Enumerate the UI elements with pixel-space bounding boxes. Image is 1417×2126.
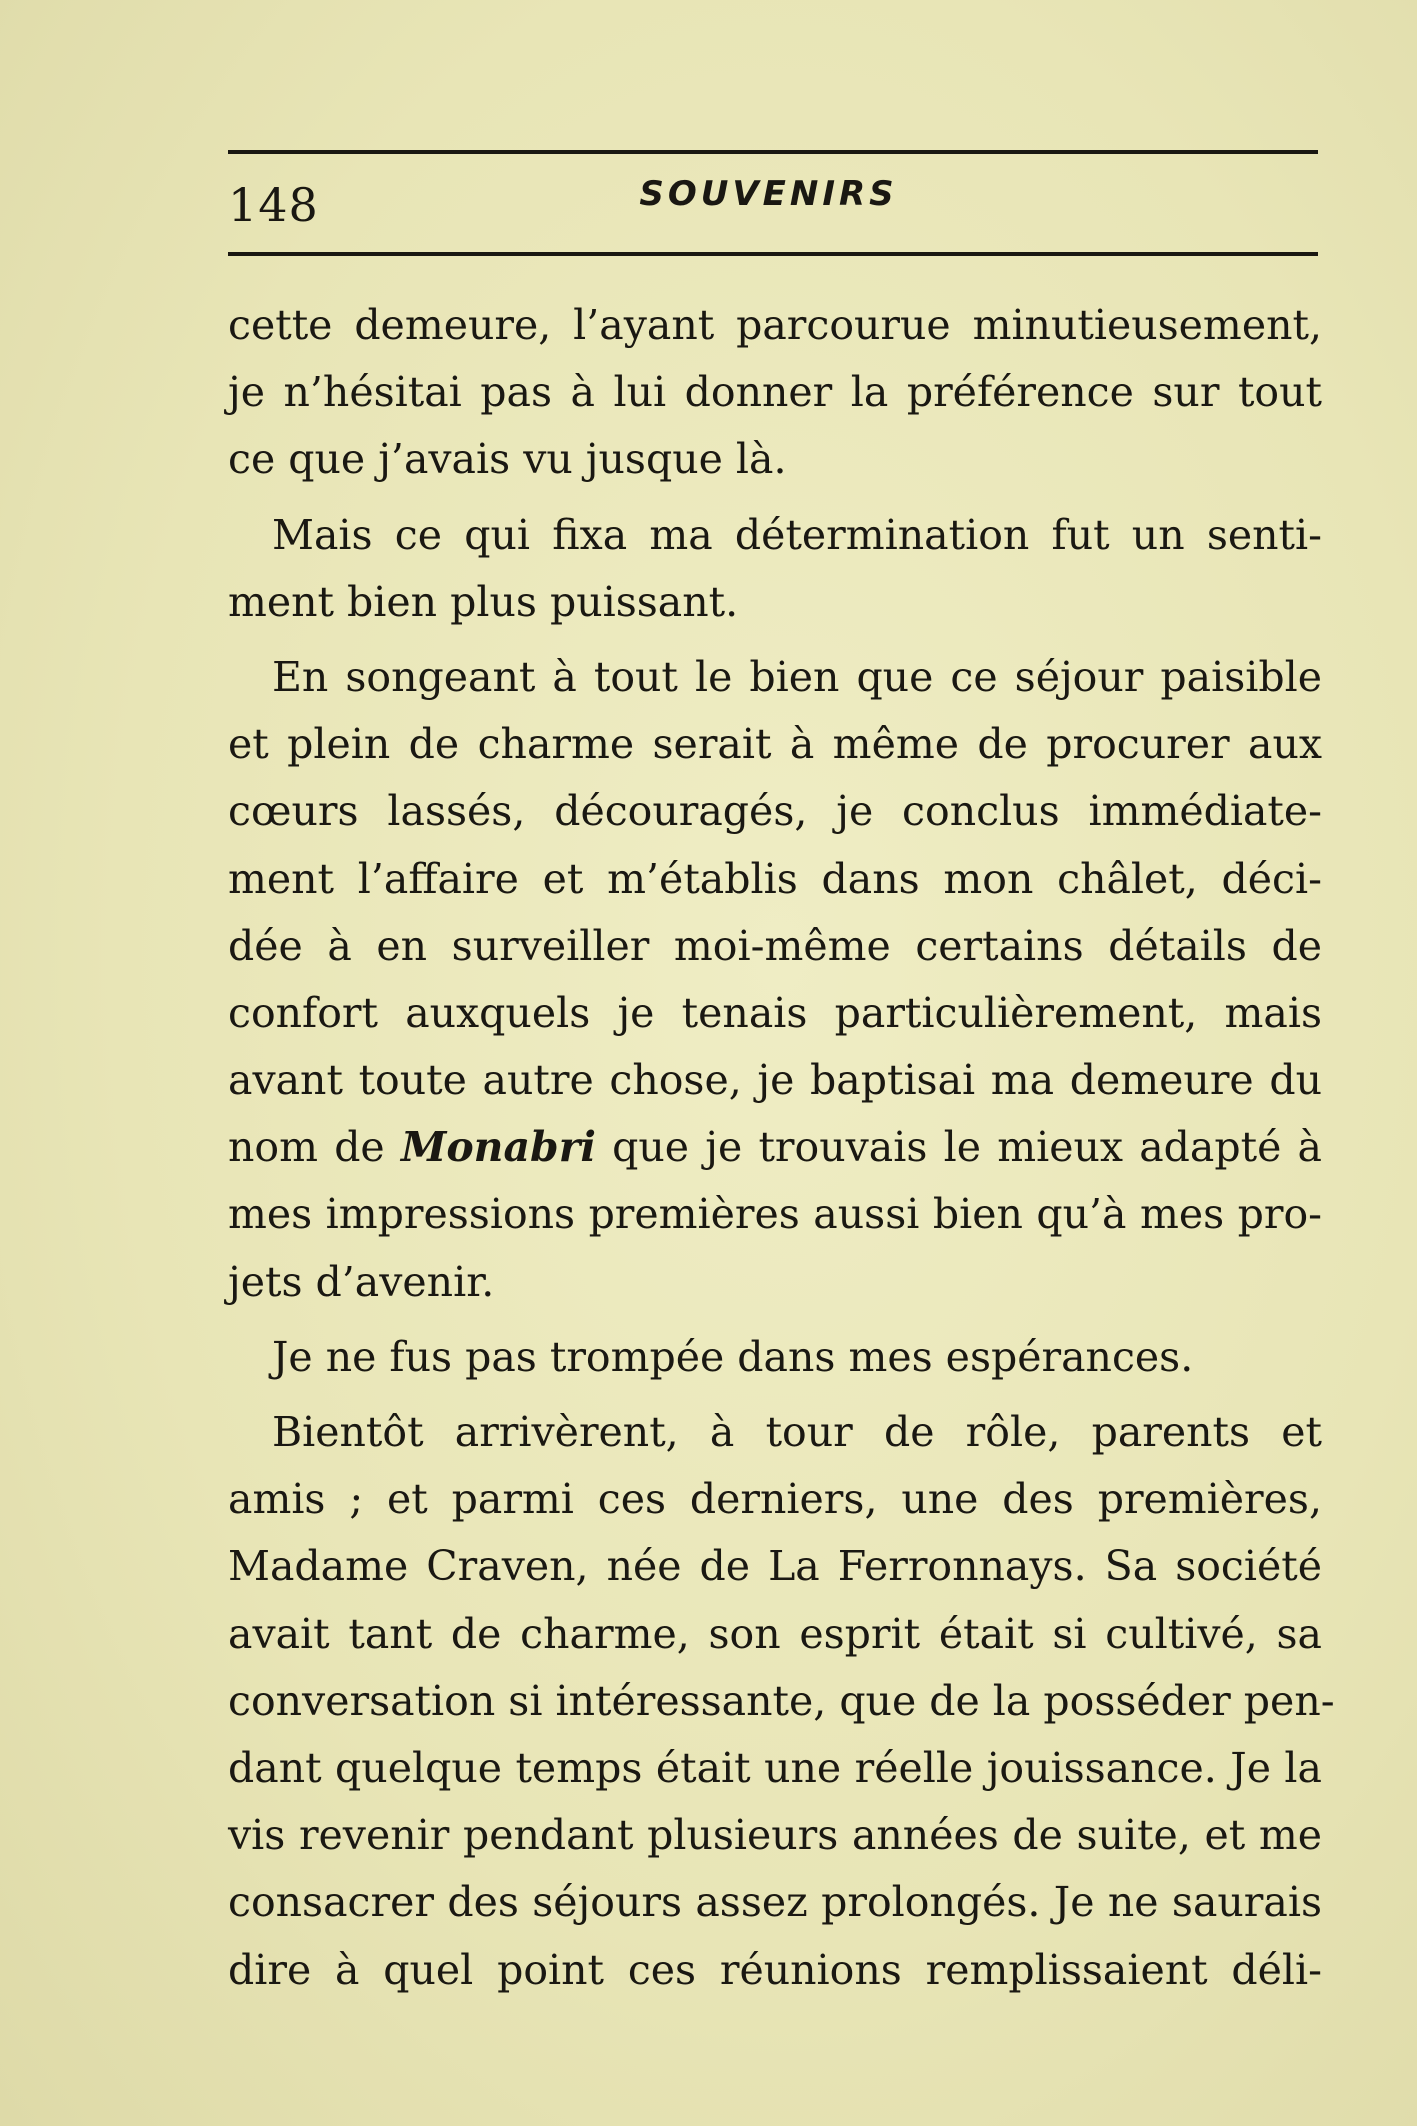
running-title: SOUVENIRS [639,174,898,214]
text-line: dée à en surveiller moi-même certains détails de [228,921,1322,970]
text-line: dant quelque temps était une réelle jouissance. Je la [228,1743,1322,1792]
text-line: amis ; et parmi ces derniers, une des premières, [228,1475,1322,1524]
page-number: 148 [228,178,319,232]
text-line: cette demeure, l’ayant parcourue minutieusement, [228,301,1322,349]
text-line: je n’hésitai pas à lui donner la préférence sur tout [228,368,1322,417]
text-line: et plein de charme serait à même de procurer aux [228,720,1322,769]
text-fragment: nom de [228,1123,401,1172]
text-line: ce que j’avais vu jusque là. [228,435,787,484]
text-line: avant toute autre chose, je baptisai ma demeure du [228,1056,1322,1105]
text-line: Madame Craven, née de La Ferronnays. Sa société [228,1542,1322,1591]
text-line: conversation si intéressante, que de la posséder pen- [228,1676,1335,1725]
text-line: Bientôt arrivèrent, à tour de rôle, parents et [272,1408,1322,1456]
header-top-rule [228,150,1318,154]
text-line: dire à quel point ces réunions remplissaient déli- [228,1945,1322,1994]
text-line: cœurs lassés, découragés, je conclus immédiate- [228,787,1322,836]
body-text [228,292,1335,2004]
header-bottom-rule [228,252,1318,256]
text-line: jets d’avenir. [228,1257,495,1306]
italic-word-monabri: Monabri [400,1123,596,1172]
text-line: Mais ce qui fixa ma détermination fut un senti- [272,510,1322,559]
text-line: avait tant de charme, son esprit était si cultivé, sa [228,1609,1322,1658]
text-line: En songeant à tout le bien que ce séjour paisible [272,652,1322,701]
text-line: ment l’affaire et m’établis dans mon châlet, déci- [228,854,1322,903]
text-line: vis revenir pendant plusieurs années de suite, et me [228,1811,1322,1860]
text-line-monabri [228,1114,1322,1181]
text-fragment: que je trouvais le mieux adapté à [595,1123,1322,1172]
text-line: consacrer des séjours assez prolongés. Je ne saurais [228,1878,1322,1927]
text-line: mes impressions premières aussi bien qu’à mes pro- [228,1190,1322,1239]
text-line: Je ne fus pas trompée dans mes espérances. [272,1332,1194,1381]
text-line: confort auxquels je tenais particulièrement, mais [228,988,1322,1037]
text-line: ment bien plus puissant. [228,577,739,626]
